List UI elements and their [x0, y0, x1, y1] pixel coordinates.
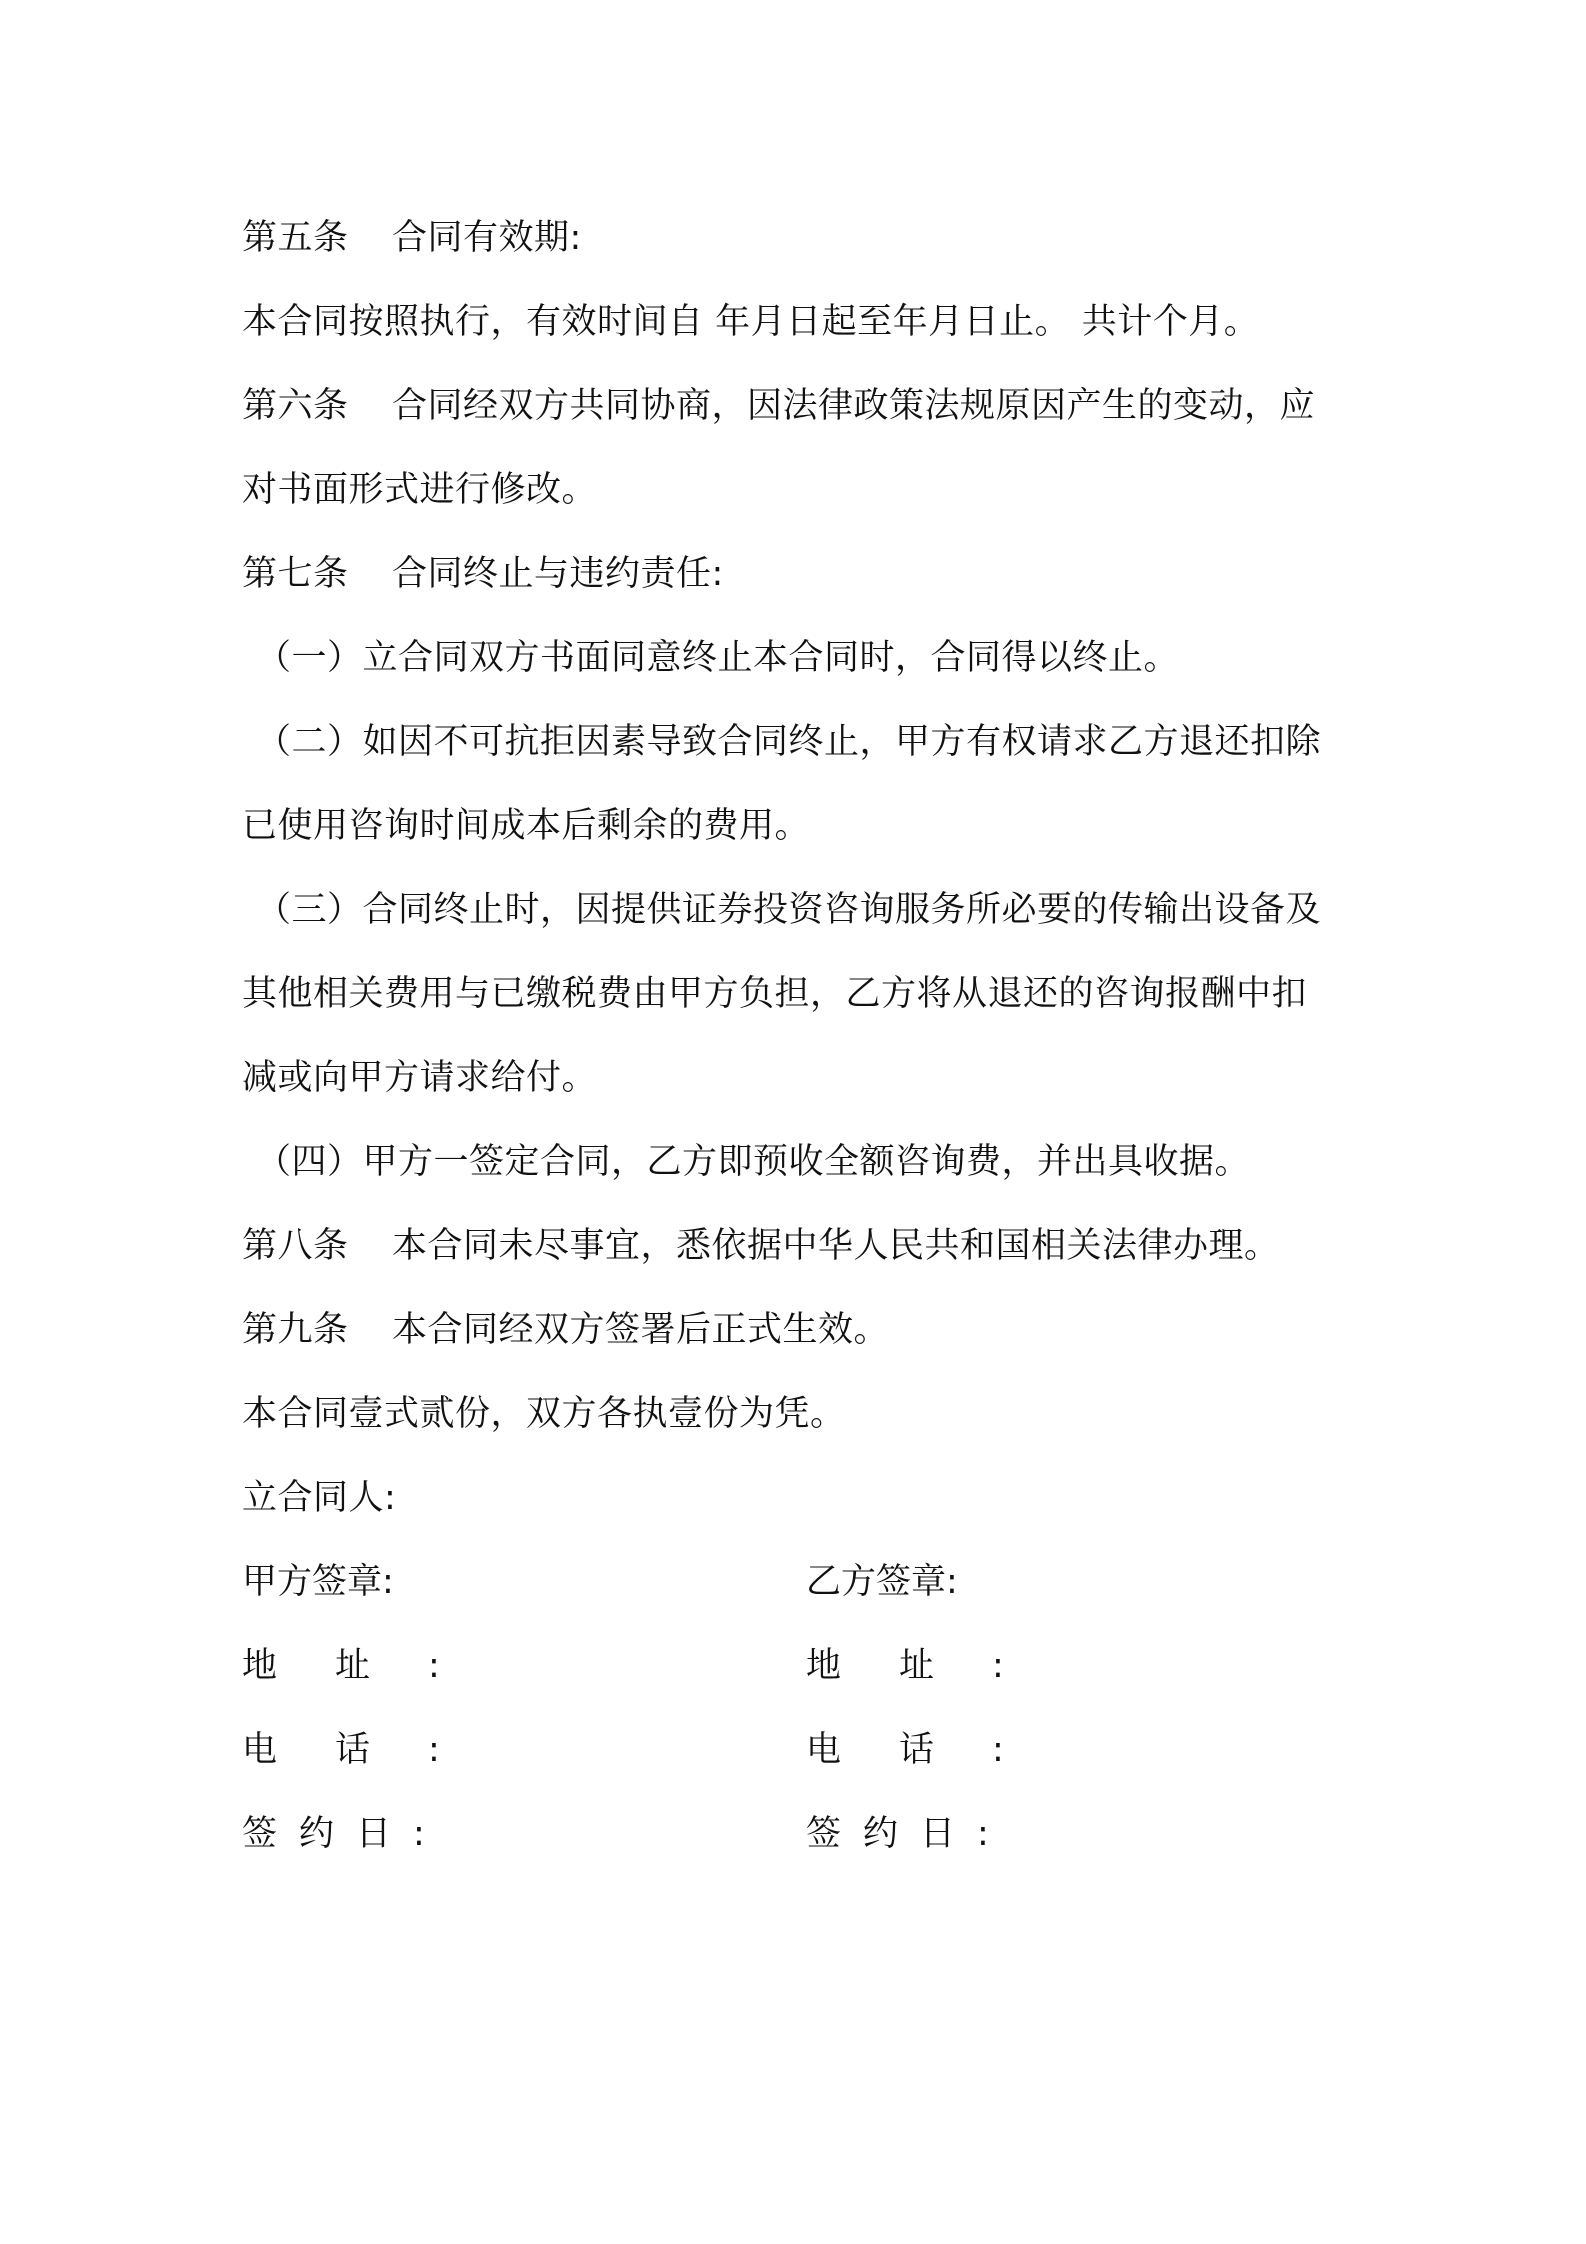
article-8-text: 本合同未尽事宜，悉依据中华人民共和国相关法律办理。 [392, 1226, 1280, 1266]
party-a-phone-label: 电话 [242, 1730, 429, 1770]
party-b-phone-colon: : [992, 1730, 1004, 1770]
party-b-date-field [806, 1792, 989, 1876]
article-6-number: 第六条 [242, 386, 349, 426]
copies-statement: 本合同壹式贰份，双方各执壹份为凭。 [242, 1394, 846, 1434]
article-7-item-4: （四）甲方一签定合同，乙方即预收全额咨询费，并出具收据。 [256, 1142, 1251, 1182]
article-7 [242, 532, 1362, 616]
article-7-item-3-continuation-1: 其他相关费用与已缴税费由甲方负担，乙方将从退还的咨询报酬中扣 [242, 974, 1308, 1014]
party-b-phone-label: 电话 [806, 1730, 993, 1770]
party-a-date-colon: : [413, 1814, 425, 1854]
article-9-text: 本合同经双方签署后正式生效。 [392, 1310, 890, 1350]
party-a-date-field [242, 1792, 425, 1876]
party-b-phone-field [806, 1708, 1004, 1792]
address-row [242, 1624, 1362, 1708]
article-7-item-2: （二）如因不可抗拒因素导致合同终止，甲方有权请求乙方退还扣除 [256, 722, 1322, 762]
article-5 [242, 196, 1362, 280]
article-7-item-3: （三）合同终止时，因提供证券投资咨询服务所必要的传输出设备及 [256, 890, 1322, 930]
article-6-continuation: 对书面形式进行修改。 [242, 470, 598, 510]
party-a-seal-label: 甲方签章: [242, 1562, 394, 1602]
party-a-address-label: 地址 [242, 1646, 429, 1686]
article-7-item-2-continuation: 已使用咨询时间成本后剩余的费用。 [242, 806, 811, 846]
article-8-number: 第八条 [242, 1226, 349, 1266]
party-b-seal-label: 乙方签章: [806, 1562, 958, 1602]
article-7-item-3-continuation-2: 减或向甲方请求给付。 [242, 1058, 598, 1098]
seal-row [242, 1540, 1362, 1624]
article-8 [242, 1204, 1362, 1288]
party-b-address-colon: : [992, 1646, 1004, 1686]
article-5-body: 本合同按照执行，有效时间自 年月日起至年月日止。 共计个月。 [242, 302, 1260, 342]
party-a-address-colon: : [428, 1646, 440, 1686]
party-a-address-field [242, 1624, 440, 1708]
article-7-item-1: （一）立合同双方书面同意终止本合同时，合同得以终止。 [256, 638, 1180, 678]
party-a-phone-colon: : [428, 1730, 440, 1770]
contract-page [242, 196, 1362, 1876]
party-b-address-field [806, 1624, 1004, 1708]
party-b-date-colon: : [977, 1814, 989, 1854]
article-5-title: 合同有效期: [392, 218, 582, 258]
party-b-address-label: 地址 [806, 1646, 993, 1686]
article-5-number: 第五条 [242, 218, 349, 258]
date-row [242, 1792, 1362, 1876]
article-6-text: 合同经双方共同协商，因法律政策法规原因产生的变动，应 [392, 386, 1316, 426]
article-9 [242, 1288, 1362, 1372]
article-6 [242, 364, 1362, 448]
article-9-number: 第九条 [242, 1310, 349, 1350]
party-a-date-label: 签约日 [242, 1814, 414, 1854]
article-7-number: 第七条 [242, 554, 349, 594]
signatories-title: 立合同人: [242, 1478, 397, 1518]
party-b-date-label: 签约日 [806, 1814, 978, 1854]
article-7-title: 合同终止与违约责任: [392, 554, 724, 594]
phone-row [242, 1708, 1362, 1792]
party-a-phone-field [242, 1708, 440, 1792]
